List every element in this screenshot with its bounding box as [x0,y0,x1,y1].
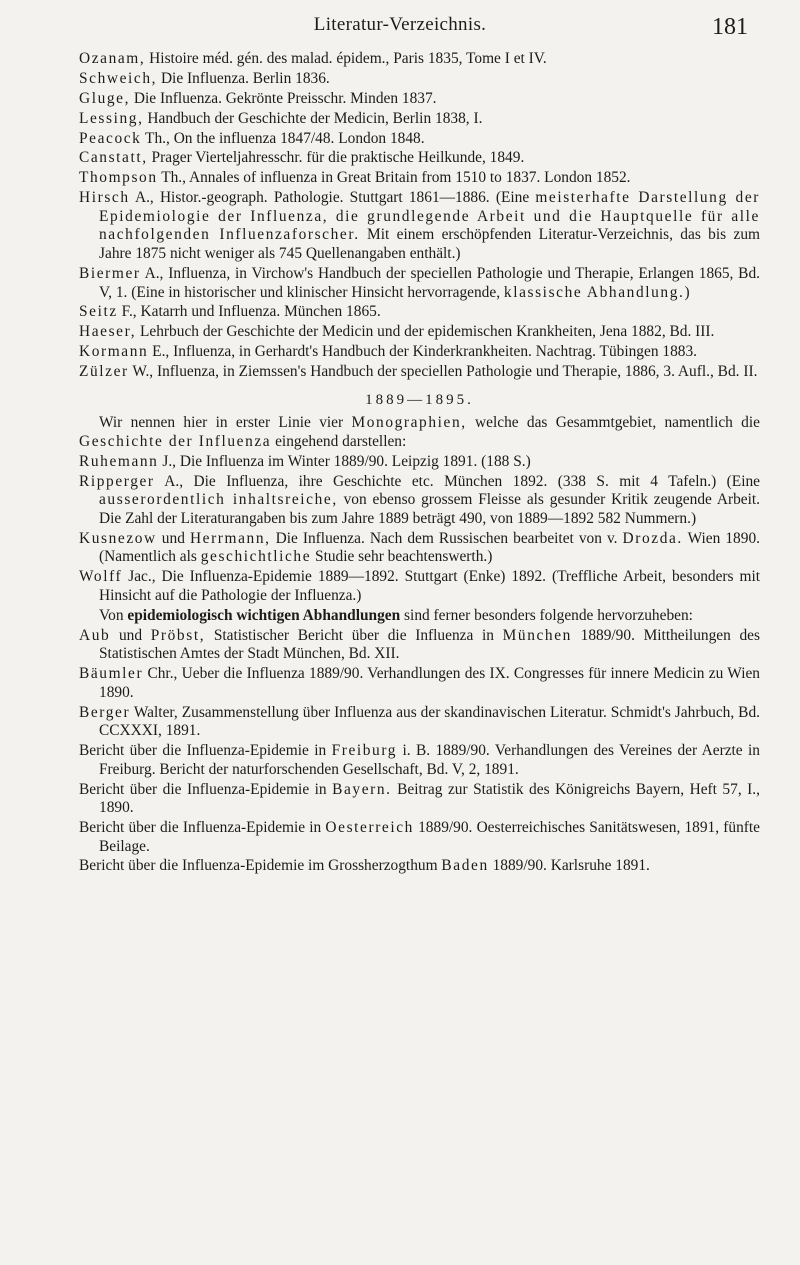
bib-entry-berger [79,704,760,741]
emphasis-text: ausserordentlich inhaltsreiche, [99,491,338,509]
entry-text: E., Influenza, in Gerhardt's Handbuch der Kinderkrankheiten. Nachtrag. Tübingen 1883. [148,343,698,361]
monographs-intro [79,414,760,451]
bibliography [79,50,760,876]
bib-entry-lessing [79,110,760,129]
intro-emphasis: Monographien, [351,414,467,432]
bib-entry-thompson [79,169,760,188]
entry-text: Chr., Ueber die Influenza 1889/90. Verhandlungen des IX. Congresses für innere Medicin zu Wien 1890. [99,665,760,701]
entry-text: Th., Annales of influenza in Great Britain from 1510 to 1837. London 1852. [157,169,631,187]
author: Berger [79,703,131,721]
emphasis-text: geschichtliche [200,548,312,566]
bib-entry-peacock [79,130,760,149]
entry-text: Bericht über die Influenza-Epidemie im Grossherzogthum [79,857,442,875]
author: Seitz [79,303,118,321]
entry-text: F., Katarrh und Influenza. München 1865. [117,303,381,321]
author: Canstatt, [79,149,148,167]
emphasis-text: Freiburg [331,742,398,760]
bib-entry-bayern [79,781,760,818]
entry-text: J., Die Influenza im Winter 1889/90. Leipzig 1891. (188 S.) [158,452,531,470]
header-title: Literatur-Verzeichnis. [313,14,487,35]
entry-text: Bericht über die Influenza-Epidemie in [79,742,332,760]
entry-text-cont: von ebenso grossem Fleisse als gesunder Kritik zeugende Arbeit. Die Zahl der Literaturangaben bis zum Jahre 1889 beträgt 490, von 1889—1892 582 Nummern.) [99,491,760,527]
author: Pröbst, [150,626,206,644]
entry-text: Prager Vierteljahresschr. für die praktische Heilkunde, 1849. [147,149,525,167]
entry-text: Walter, Zusammenstellung über Influenza aus der skandinavischen Literatur. Schmidt's Jahrbuch, Bd. CCXXXI, 1891. [99,703,760,740]
emphasis-text: Baden [441,857,489,875]
section-heading-years: 1889—1895. [365,391,474,408]
bib-entry-freiburg [79,742,760,779]
entry-text: Die Influenza. Berlin 1836. [157,69,330,87]
bib-entry-kusnezow [79,530,760,567]
bib-entry-aub [79,627,760,664]
bib-entry-seitz [79,303,760,322]
author: Kormann [79,343,149,361]
author: Peacock [79,129,142,147]
author: Hirsch [79,189,130,207]
page-number: 181 [712,14,748,40]
entry-text: Statistischer Bericht über die Influenza in [205,626,503,644]
entry-text: A., Die Influenza, ihre Geschichte etc. München 1892. (338 S. mit 4 Tafeln.) (Eine [154,472,760,490]
bib-entry-baden [79,857,760,876]
author: Kusnezow [79,529,157,547]
entry-text: A., Histor.-geograph. Pathologie. Stuttgart 1861—1886. (Eine [129,189,536,207]
entry-text: Bericht über die Influenza-Epidemie in [79,818,326,836]
running-header [0,6,800,46]
entry-text-cont: Beitrag zur Statistik des Königreichs Bayern, Heft 57, I., 1890. [99,780,760,817]
emphasis-text: meisterhafte Darstellung der Epidemiologie der Influenza, die grundlegende Arbeit und die Hauptquelle für alle nachfolgenden Influenzaforscher. [99,189,760,244]
entry-text: Handbuch der Geschichte der Medicin, Berlin 1838, I. [143,109,483,127]
bib-entry-haeser [79,323,760,342]
author: Thompson [79,169,158,187]
bib-entry-kormann [79,343,760,362]
author: Lessing, [79,109,144,127]
author: Aub [79,626,111,644]
bib-entry-ripperger [79,473,760,529]
author: Herrmann, [189,529,271,547]
author: Ruhemann [79,452,159,470]
entry-text: und [156,529,190,547]
entry-text: Th., On the influenza 1847/48. London 1848. [141,129,425,147]
entry-text: Die Influenza. Gekrönte Preisschr. Minden 1837. [130,89,437,107]
entry-text: Wien 1890. (Namentlich als [99,529,760,566]
bib-entry-zuelzer [79,363,760,382]
intro-text: Wir nennen hier in erster Linie vier [99,414,352,432]
entry-text: Bericht über die Influenza-Epidemie in [79,780,333,798]
author: Bäumler [79,665,144,683]
bib-entry-wolff [79,568,760,605]
bib-entry-ozanam [79,50,760,69]
entry-text: W., Influenza, in Ziemssen's Handbuch der speciellen Pathologie und Therapie, 1886, 3. Aufl., Bd. II. [128,363,758,381]
author: Zülzer [79,363,129,381]
intro-text: welche das Gesammtgebiet, namentlich die [466,414,760,432]
entry-text-cont: 1889/90. Oesterreichisches Sanitätswesen, 1891, fünfte Beilage. [99,818,760,855]
author: Haeser, [79,323,137,341]
emphasis-text: Oesterreich [325,818,414,836]
entry-text-cont: Mit einem erschöpfenden Literatur-Verzeichnis, das bis zum Jahre 1875 nicht weniger als 745 Quellenangaben enthält.) [99,226,760,263]
intro-emphasis: Geschichte der Influenza [79,432,272,450]
bib-entry-gluge [79,90,760,109]
intro-bold: epidemiologisch wichtigen Abhandlungen [127,606,401,624]
entry-text: A., Influenza, in Virchow's Handbuch der speciellen Pathologie und Therapie, Erlangen 1865, Bd. V, 1. (Eine in historischer und klinischer Hinsicht hervorragende, [99,264,760,301]
entry-text: Die Influenza. Nach dem Russischen bearbeitet von v. [270,529,623,547]
entry-text-cont: i. B. 1889/90. Verhandlungen des Vereines der Aerzte in Freiburg. Bericht der naturforschenden Gesellschaft, Bd. V, 2, 1891. [99,742,760,778]
author: Ripperger [79,472,155,490]
author: Gluge, [79,89,131,107]
entry-text: Lehrbuch der Geschichte der Medicin und der epidemischen Krankheiten, Jena 1882, Bd. III. [136,323,715,341]
author: Schweich, [79,69,158,87]
intro-text: sind ferner besonders folgende hervorzuheben: [400,606,693,624]
intro-text: Von [99,606,128,624]
entry-text: Histoire méd. gén. des malad. épidem., Paris 1835, Tome I et IV. [145,50,547,67]
entry-text-cont: 1889/90. Karlsruhe 1891. [488,857,650,875]
entry-text: und [110,626,151,644]
bib-entry-biermer [79,265,760,302]
bib-entry-oesterreich [79,819,760,856]
bib-entry-ruhemann [79,453,760,472]
bib-entry-baeumler [79,665,760,702]
entry-text-cont: 1889/90. Mittheilungen des Statistischen Amtes der Stadt München, Bd. XII. [99,626,760,663]
author: Wolff [79,568,123,586]
author: Biermer [79,264,141,282]
emphasis-text: klassische Abhandlung. [503,283,685,301]
epidemiological-intro [79,607,760,626]
entry-text-cont: ) [684,283,690,301]
bib-entry-schweich [79,70,760,89]
author: Drozda. [622,529,683,547]
author: Ozanam, [79,50,146,67]
bib-entry-hirsch [79,189,760,263]
emphasis-text: Bayern. [332,780,392,798]
intro-text: eingehend darstellen: [271,432,407,450]
emphasis-text: München [502,626,572,644]
bib-entry-canstatt [79,149,760,168]
entry-text-cont: Studie sehr beachtenswerth.) [311,548,493,566]
entry-text: Jac., Die Influenza-Epidemie 1889—1892. Stuttgart (Enke) 1892. (Treffliche Arbeit, besonders mit Hinsicht auf die Pathologie der Influenza.) [99,568,760,604]
